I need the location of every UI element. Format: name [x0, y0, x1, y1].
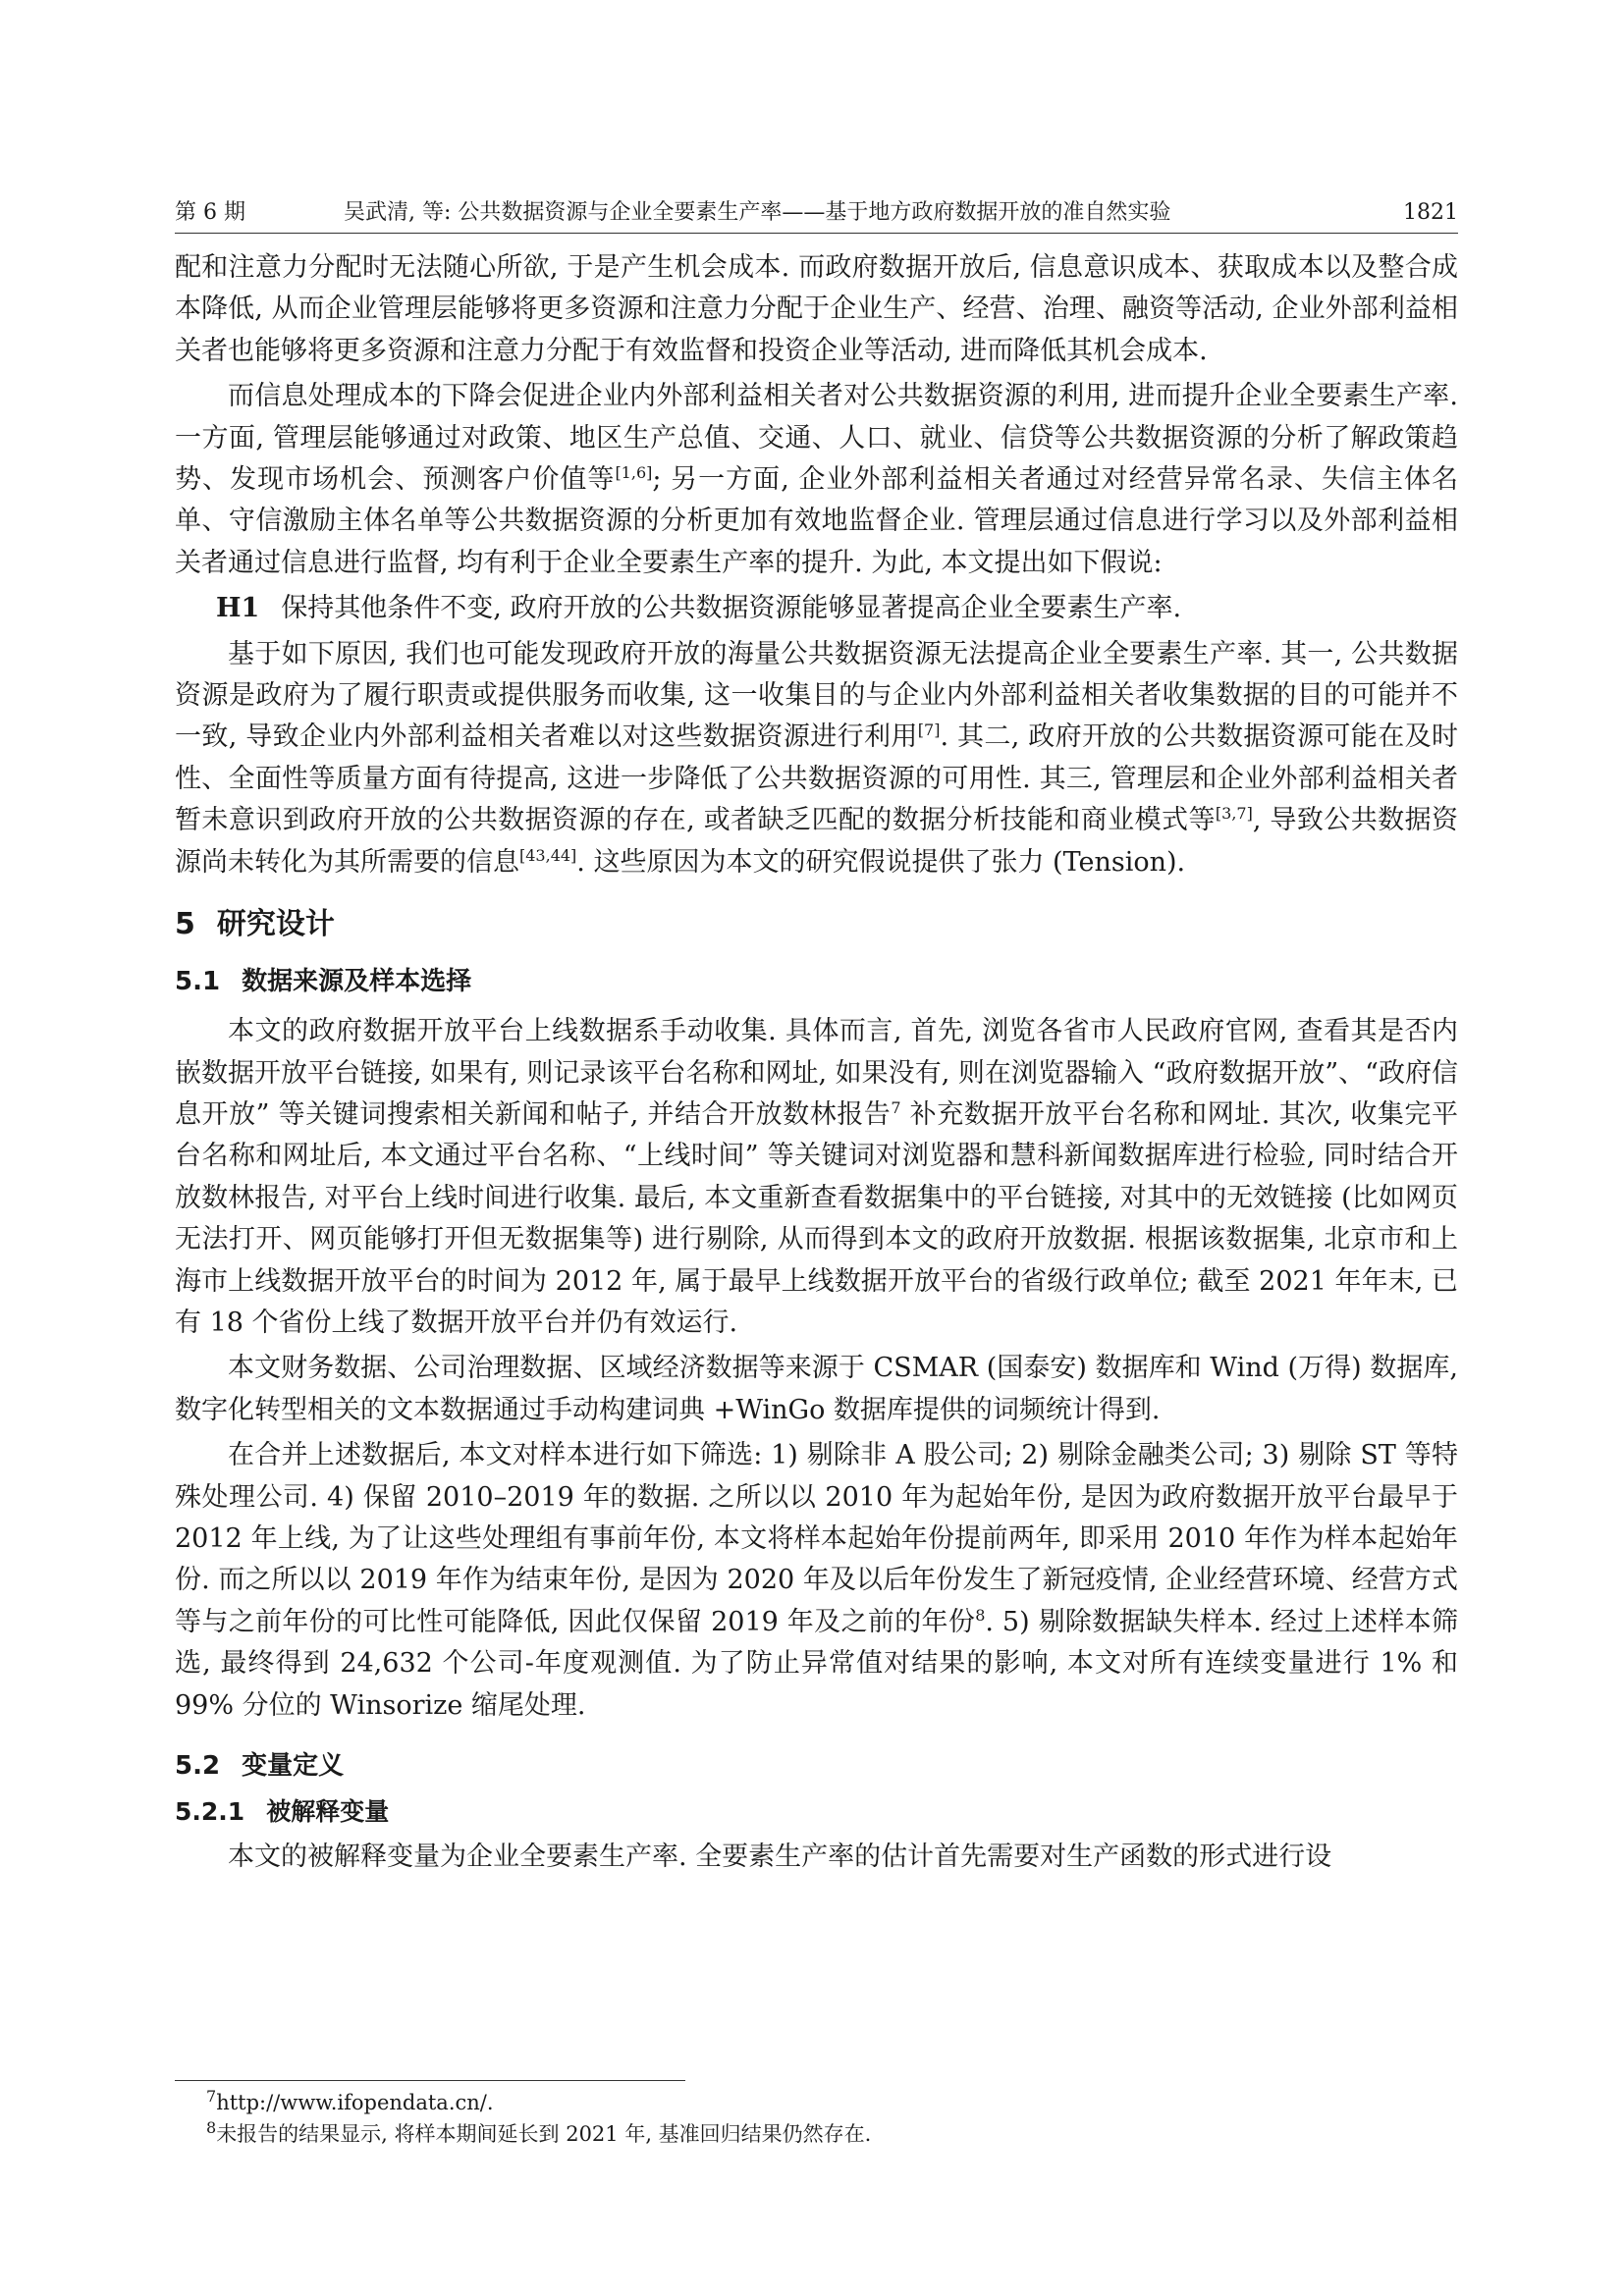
- subsection-number: 5.1: [175, 967, 221, 997]
- footnote-url: http://www.ifopendata.cn/.: [216, 2091, 494, 2114]
- paragraph-4-part-1: 本文的政府数据开放平台上线数据系手动收集. 具体而言, 首先, 浏览各省市人民政府官网, 查看其是否内嵌数据开放平台链接, 如果有, 则记录该平台名称和网址, 如果没有, 则在浏览器输入 “政府数据开放”、“政府信息开放” 等关键词搜索相关新闻和帖子, 并结合开放数林报告: [175, 1016, 1458, 1130]
- footnote-number: 8: [206, 2118, 217, 2137]
- paragraph-1: 配和注意力分配时无法随心所欲, 于是产生机会成本. 而政府数据开放后, 信息意识成本、获取成本以及整合成本降低, 从而企业管理层能够将更多资源和注意力分配于企业生产、经营、治理、融资等活动, 企业外部利益相关者也能够将更多资源和注意力分配于有效监督和投资企业等活动, 进而降低其机会成本.: [175, 252, 1458, 366]
- paragraph-4-part-2: 补充数据开放平台名称和网址. 其次, 收集完平台名称和网址后, 本文通过平台名称、“上线时间” 等关键词对浏览器和慧科新闻数据库进行检验, 同时结合开放数林报告, 对平台上线时间进行收集. 最后, 本文重新查看数据集中的平台链接, 对其中的无效链接 (比如网页无法打开、网页能够打开但无数据集等) 进行剔除, 从而得到本文的政府开放数据. 根据该数据集, 北京市和上海市上线数据开放平台的时间为 2012 年, 属于最早上线数据开放平台的省级行政单位; 截至 2021 年年末, 已有 18 个省份上线了数据开放平台并仍有效运行.: [175, 1098, 1458, 1338]
- section-title: 研究设计: [216, 907, 335, 942]
- citation: [1,6]: [615, 463, 653, 483]
- footnote-mark: 8: [975, 1605, 986, 1625]
- footnote-8: [206, 2120, 871, 2148]
- paragraph-3-part-1: 基于如下原因, 我们也可能发现政府开放的海量公共数据资源无法提高企业全要素生产率. 其一, 公共数据资源是政府为了履行职责或提供服务而收集, 这一收集目的与企业内外部利益相关者收集数据的目的可能并不一致, 导致企业内外部利益相关者难以对这些数据资源进行利用: [175, 638, 1458, 753]
- subsection-number: 5.2: [175, 1751, 221, 1781]
- paragraph-5: 本文财务数据、公司治理数据、区域经济数据等来源于 CSMAR (国泰安) 数据库和 Wind (万得) 数据库, 数字化转型相关的文本数据通过手动构建词典 +WinGo 数据库提供的词频统计得到.: [175, 1353, 1458, 1425]
- section-number: 5: [175, 907, 195, 942]
- paragraph-2-part-2: ; 另一方面, 企业外部利益相关者通过对经营异常名录、失信主体名单、守信激励主体名单等公共数据资源的分析更加有效地监督企业. 管理层通过信息进行学习以及外部利益相关者通过信息进行监督, 均有利于企业全要素生产率的提升. 为此, 本文提出如下假说:: [175, 464, 1459, 578]
- citation: [7]: [917, 721, 941, 740]
- running-header: [175, 198, 1458, 228]
- running-title: 吴武清, 等: 公共数据资源与企业全要素生产率——基于地方政府数据开放的准自然实验: [344, 200, 1171, 225]
- citation: [3,7]: [1215, 804, 1253, 824]
- paragraph-3-part-4: . 这些原因为本文的研究假说提供了张力 (Tension).: [576, 846, 1186, 878]
- hypothesis-label: H1: [216, 593, 260, 624]
- paragraph-4: [175, 1011, 1458, 1344]
- page-number: 1821: [1403, 200, 1458, 225]
- paragraph-3: [175, 634, 1458, 883]
- footnote-7: [206, 2089, 494, 2116]
- main-text: [175, 247, 1458, 1878]
- paragraph-6-part-1: 在合并上述数据后, 本文对样本进行如下筛选: 1) 剔除非 A 股公司; 2) 剔除金融类公司; 3) 剔除 ST 等特殊处理公司. 4) 保留 2010–2019 年的数据. 之所以以 2010 年为起始年份, 是因为政府数据开放平台最早于 2012 年上线, 为了让这些处理组有事前年份, 本文将样本起始年份提前两年, 即采用 2010 年作为样本起始年份. 而之所以以 2019 年作为结束年份, 是因为 2020 年及以后年份发生了新冠疫情, 企业经营环境、经营方式等与之前年份的可比性可能降低, 因此仅保留 2019 年及之前的年份: [175, 1440, 1458, 1637]
- citation: [43,44]: [519, 845, 577, 865]
- hypothesis-text: 保持其他条件不变, 政府开放的公共数据资源能够显著提高企业全要素生产率.: [281, 593, 1182, 624]
- paragraph-3-part-2: . 其二, 政府开放的公共数据资源可能在及时性、全面性等质量方面有待提高, 这进一步降低了公共数据资源的可用性. 其三, 管理层和企业外部利益相关者暂未意识到政府开放的公共数据资源的存在, 或者缺乏匹配的数据分析技能和商业模式等: [175, 721, 1458, 836]
- subsection-title: 变量定义: [242, 1751, 345, 1781]
- subsubsection-number: 5.2.1: [175, 1797, 245, 1826]
- subsection-heading-5-2: [175, 1748, 1458, 1784]
- footnote-mark: 7: [891, 1097, 901, 1117]
- paragraph-6: [175, 1435, 1458, 1727]
- subsubsection-title: 被解释变量: [266, 1797, 390, 1826]
- footnote-text: 未报告的结果显示, 将样本期间延长到 2021 年, 基准回归结果仍然存在.: [216, 2122, 872, 2146]
- section-heading-5: [175, 905, 1458, 944]
- subsubsection-heading-5-2-1: [175, 1795, 1458, 1829]
- paragraph-2-part-1: 而信息处理成本的下降会促进企业内外部利益相关者对公共数据资源的利用, 进而提升企业全要素生产率. 一方面, 管理层能够通过对政策、地区生产总值、交通、人口、就业、信贷等公共数据资源的分析了解政策趋势、发现市场机会、预测客户价值等: [175, 381, 1458, 496]
- paragraph-2: [175, 376, 1458, 584]
- footnote-rule: [175, 2080, 685, 2081]
- subsection-heading-5-1: [175, 964, 1458, 999]
- footnote-number: 7: [206, 2087, 217, 2106]
- paragraph-7: 本文的被解释变量为企业全要素生产率. 全要素生产率的估计首先需要对生产函数的形式进行设: [228, 1842, 1332, 1872]
- paragraph-3-part-3: , 导致公共数据资源尚未转化为其所需要的信息: [175, 805, 1458, 878]
- issue-number: 第 6 期: [175, 200, 245, 225]
- paragraph-6-part-2: . 5) 剔除数据缺失样本. 经过上述样本筛选, 最终得到 24,632 个公司-年度观测值. 为了防止异常值对结果的影响, 本文对所有连续变量进行 1% 和 99% 分位的 Winsorize 缩尾处理.: [175, 1606, 1458, 1721]
- hypothesis-h1: [175, 588, 1458, 629]
- subsection-title: 数据来源及样本选择: [242, 967, 472, 997]
- header-rule: [175, 233, 1458, 234]
